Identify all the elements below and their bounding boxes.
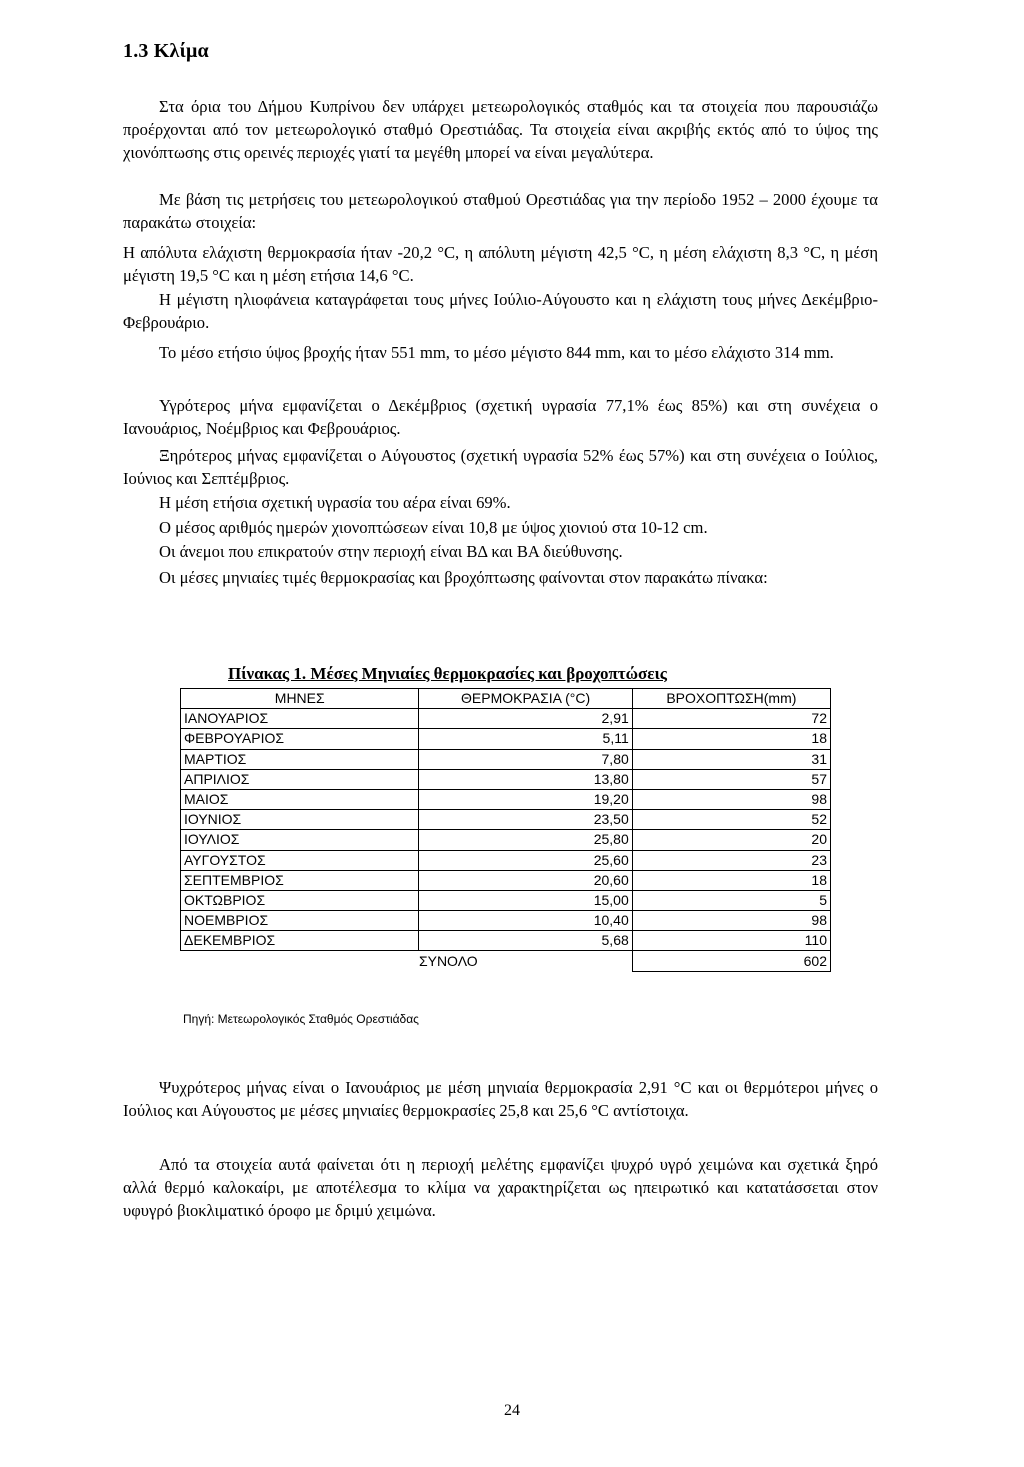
temperature-cell: 20,60 [419,870,632,890]
month-cell: ΦΕΒΡΟΥΑΡΙΟΣ [181,729,419,749]
total-value: 602 [632,951,830,971]
month-cell: ΜΑΡΤΙΟΣ [181,749,419,769]
page-number: 24 [504,1402,520,1419]
table-intro-paragraph: Οι μέσες μηνιαίες τιμές θερμοκρασίας και βροχόπτωσης φαίνονται στον παρακάτω πίνακα: [159,568,768,587]
month-cell: ΝΟΕΜΒΡΙΟΣ [181,911,419,931]
temperature-cell: 10,40 [419,911,632,931]
rainfall-paragraph: Το μέσο ετήσιο ύψος βροχής ήταν 551 mm, το μέσο μέγιστο 844 mm, και το μέσο ελάχιστο 314 mm. [159,343,834,362]
month-cell: ΙΑΝΟΥΑΡΙΟΣ [181,709,419,729]
table-row [181,789,831,809]
temperature-cell: 2,91 [419,709,632,729]
rainfall-cell: 72 [632,709,830,729]
total-spacer [181,951,419,971]
table-header-row [181,689,831,709]
table-row [181,931,831,951]
table-row [181,890,831,910]
table-total-row [181,951,831,971]
table-row [181,810,831,830]
header-rainfall: ΒΡΟΧΟΠΤΩΣΗ(mm) [632,689,830,709]
measurement-period-paragraph: Με βάση τις μετρήσεις του μετεωρολογικού σταθμού Ορεστιάδας για την περίοδο 1952 – 2000 έχουμε τα παρακάτω στοιχεία: [123,190,878,233]
total-label: ΣΥΝΟΛΟ [419,951,632,971]
rainfall-cell: 98 [632,911,830,931]
section-heading: 1.3 Κλίμα [123,40,209,62]
month-cell: ΙΟΥΛΙΟΣ [181,830,419,850]
temperature-cell: 5,11 [419,729,632,749]
intro-paragraph: Στα όρια του Δήμου Κυπρίνου δεν υπάρχει μετεωρολογικός σταθμός και τα στοιχεία που παρουσιάζω προέρχονται από τον μετεωρολογικό σταθμό Ορεστιάδας. Τα στοιχεία είναι ακριβής εκτός από το ύψος της χιονόπτωσης στις ορεινές περιοχές γιατί τα μεγέθη μπορεί να είναι μεγαλύτερα. [123,97,878,163]
rainfall-cell: 57 [632,769,830,789]
snowfall-paragraph: Ο μέσος αριθμός ημερών χιονοπτώσεων είναι 10,8 με ύψος χιονιού στα 10-12 cm. [159,518,708,537]
climate-conclusion-paragraph: Από τα στοιχεία αυτά φαίνεται ότι η περιοχή μελέτης εμφανίζει ψυχρό υγρό χειμώνα και σχετικά ξηρό αλλά θερμό καλοκαίρι, με αποτέλεσμα το κλίμα να χαρακτηρίζεται ως ηπειρωτικό και κατατάσσεται στον υφυγρό βιοκλιματικό όροφο με δριμύ χειμώνα. [123,1155,878,1221]
month-cell: ΣΕΠΤΕΜΒΡΙΟΣ [181,870,419,890]
climate-table [180,688,831,972]
table-row [181,709,831,729]
temperature-cell: 7,80 [419,749,632,769]
rainfall-cell: 18 [632,729,830,749]
coldest-warmest-paragraph: Ψυχρότερος μήνας είναι ο Ιανουάριος με μέση μηνιαία θερμοκρασία 2,91 °C και οι θερμότεροι μήνες ο Ιούλιος και Αύγουστος με μέσες μηνιαίες θερμοκρασίες 25,8 και 25,6 °C αντίστοιχα. [123,1078,878,1121]
rainfall-cell: 110 [632,931,830,951]
table-row [181,729,831,749]
month-cell: ΜΑΙΟΣ [181,789,419,809]
temperature-cell: 13,80 [419,769,632,789]
rainfall-cell: 52 [632,810,830,830]
rainfall-cell: 18 [632,870,830,890]
table-row [181,911,831,931]
header-temperature: ΘΕΡΜΟΚΡΑΣΙΑ (°C) [419,689,632,709]
humidity-paragraph: Η μέση ετήσια σχετική υγρασία του αέρα είναι 69%. [159,493,511,512]
temperature-cell: 15,00 [419,890,632,910]
wettest-month-paragraph: Υγρότερος μήνα εμφανίζεται ο Δεκέμβριος (σχετική υγρασία 77,1% έως 85%) και στη συνέχεια ο Ιανουάριος, Νοέμβριος και Φεβρουάριος. [123,396,878,439]
sunshine-paragraph: Η μέγιστη ηλιοφάνεια καταγράφεται τους μήνες Ιούλιο-Αύγουστο και η ελάχιστη τους μήνες Δεκέμβριο-Φεβρουάριο. [123,290,878,333]
month-cell: ΑΠΡΙΛΙΟΣ [181,769,419,789]
month-cell: ΔΕΚΕΜΒΡΙΟΣ [181,931,419,951]
month-cell: ΑΥΓΟΥΣΤΟΣ [181,850,419,870]
table-row [181,769,831,789]
table-row [181,850,831,870]
table-row [181,870,831,890]
rainfall-cell: 31 [632,749,830,769]
table-row [181,749,831,769]
rainfall-cell: 98 [632,789,830,809]
temperature-cell: 25,80 [419,830,632,850]
table-source: Πηγή: Μετεωρολογικός Σταθμός Ορεστιάδας [183,1012,419,1026]
table-caption: Πίνακας 1. Μέσες Μηνιαίες θερμοκρασίες και βροχοπτώσεις [228,664,667,683]
temperature-paragraph: Η απόλυτα ελάχιστη θερμοκρασία ήταν -20,2 °C, η απόλυτη μέγιστη 42,5 °C, η μέση ελάχιστη 8,3 °C, η μέση μέγιστη 19,5 °C και η μέση ετήσια 14,6 °C. [123,243,878,286]
temperature-cell: 25,60 [419,850,632,870]
winds-paragraph: Οι άνεμοι που επικρατούν στην περιοχή είναι ΒΔ και ΒΑ διεύθυνσης. [159,542,623,561]
temperature-cell: 23,50 [419,810,632,830]
temperature-cell: 19,20 [419,789,632,809]
driest-month-paragraph: Ξηρότερος μήνας εμφανίζεται ο Αύγουστος (σχετική υγρασία 52% έως 57%) και στη συνέχεια ο Ιούλιος, Ιούνιος και Σεπτέμβριος. [123,446,878,489]
month-cell: ΙΟΥΝΙΟΣ [181,810,419,830]
month-cell: ΟΚΤΩΒΡΙΟΣ [181,890,419,910]
rainfall-cell: 23 [632,850,830,870]
temperature-cell: 5,68 [419,931,632,951]
header-months: ΜΗΝΕΣ [181,689,419,709]
rainfall-cell: 5 [632,890,830,910]
rainfall-cell: 20 [632,830,830,850]
table-row [181,830,831,850]
